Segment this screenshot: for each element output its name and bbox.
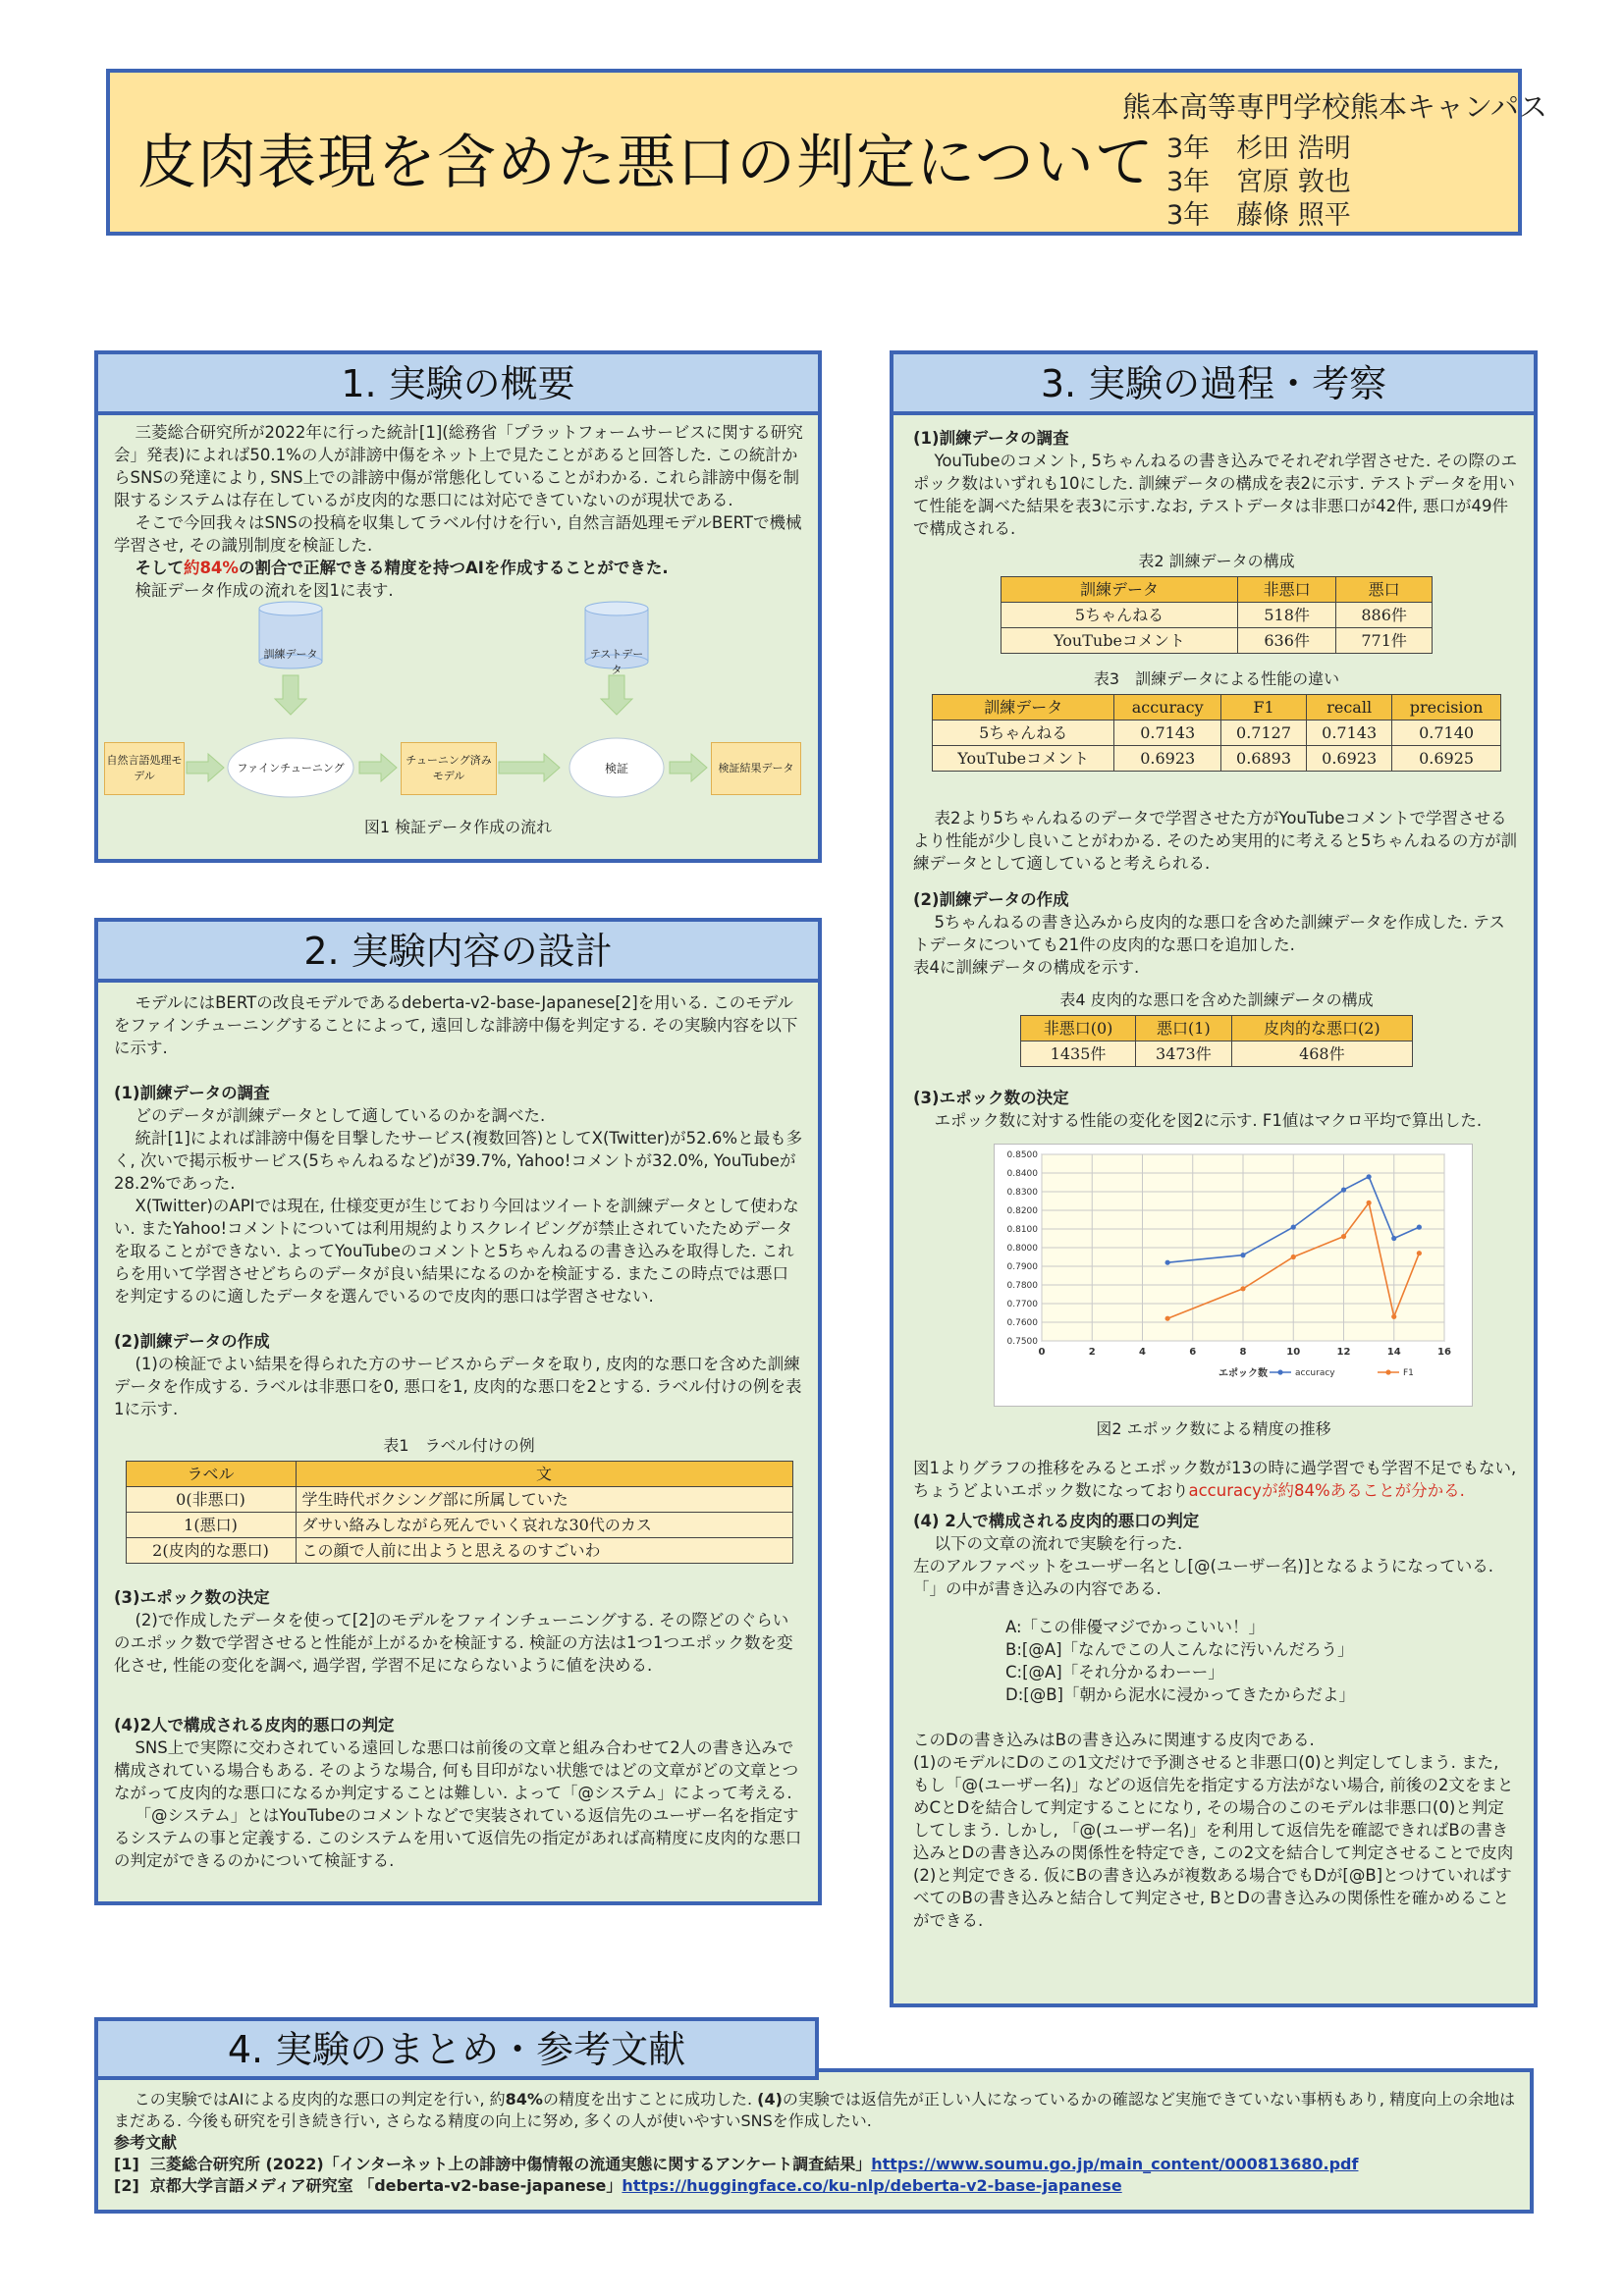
author-1: 3年 杉田 浩明 <box>1166 133 1351 164</box>
ref-2: [2] 京都大学言語メディア研究室 「deberta-v2-base-japanese」https://huggingface.co/ku-nlp/deberta-v2-base-japanese <box>114 2176 1122 2195</box>
dialog-line: D:[@B]「朝から泥水に浸かってきたからだよ」 <box>1005 1685 1355 1704</box>
data-point-accuracy <box>1291 1225 1296 1230</box>
table3-header: precision <box>1392 695 1501 721</box>
x-tick-label: 6 <box>1189 1347 1197 1358</box>
ref-title: 参考文献 <box>114 2133 178 2152</box>
data-point-F1 <box>1417 1251 1422 1255</box>
s2-1-p2: 統計[1]によれば誹謗中傷を目撃したサービス(複数回答)としてX(Twitter)が52.6%と最も多く, 次いで掲示板サービス(5ちゃんねるなど)が39.7%, Yahoo!コメントが32.0%, YouTubeが28.2%であった. <box>114 1129 803 1193</box>
x-tick-label: 12 <box>1336 1347 1351 1358</box>
section2-body <box>114 991 804 1872</box>
ref-1: [1] 三菱総合研究所 (2022)「インターネット上の誹謗中傷情報の流通実態に関するアンケート調査結果」https://www.soumu.go.jp/main_content/000813680.pdf <box>114 2155 1359 2173</box>
dialog-line: A:「この俳優マジでかっこいい！」 <box>1005 1618 1266 1636</box>
s3-1-title: (1)訓練データの調査 <box>913 429 1069 448</box>
section1-heading: 1. 実験の概要 <box>94 350 822 415</box>
table3 <box>932 694 1501 772</box>
down-arrow-1 <box>275 675 306 715</box>
x-tick-label: 10 <box>1286 1347 1301 1358</box>
table4 <box>1020 1015 1413 1067</box>
s2-3-title: (3)エポック数の決定 <box>114 1588 270 1607</box>
verify-label: 検証 <box>604 762 628 775</box>
table3-cell: 0.7140 <box>1392 721 1501 746</box>
section4-heading: 4. 実験のまとめ・参考文献 <box>94 2017 819 2080</box>
s2-1-title: (1)訓練データの調査 <box>114 1084 270 1102</box>
right-arrow-4 <box>670 754 707 781</box>
s2-1-p3: X(Twitter)のAPIでは現在, 仕様変更が生じており今回はツイートを訓練データとして使わない. またYahoo!コメントについては利用規約よりスクレイピングが禁止されていたためデータを取ることができない. よってYouTubeのコメントと5ちゃんねるの書き込みを取得した. これらを用いて学習させどちらのデータが良い結果になるのかを検証する. またこの時点では悪口を判定するのに適したデータを選んでいるので皮肉的悪口は学習させない. <box>114 1197 799 1306</box>
s2-4-p2: 「@システム」とはYouTubeのコメントなどで実装されている返信先のユーザー名を指定するシステムの事と定義する. このシステムを用いて返信先の指定があれば高精度に皮肉的な悪口の判定ができるのかについて検証する. <box>114 1806 802 1870</box>
table2 <box>1001 576 1433 654</box>
section2-heading: 2. 実験内容の設計 <box>94 918 822 983</box>
data-point-accuracy <box>1341 1188 1346 1193</box>
x-tick-label: 14 <box>1386 1347 1401 1358</box>
table3-header: F1 <box>1220 695 1306 721</box>
table2-header: 悪口 <box>1336 577 1433 603</box>
table3-header: 訓練データ <box>933 695 1114 721</box>
table4-cell: 468件 <box>1231 1041 1412 1067</box>
y-tick-label: 0.8000 <box>1006 1244 1038 1254</box>
right-arrow-1 <box>187 754 224 781</box>
s2-2-title: (2)訓練データの作成 <box>114 1332 270 1351</box>
x-tick-label: 0 <box>1038 1347 1046 1358</box>
y-tick-label: 0.7900 <box>1006 1262 1038 1272</box>
x-axis-label: エポック数 <box>1218 1368 1268 1379</box>
table2-header: 訓練データ <box>1001 577 1238 603</box>
section1-body <box>114 421 804 602</box>
table3-cell: YouTubeコメント <box>933 746 1114 772</box>
table3-caption: 表3 訓練データによる性能の違い <box>1093 669 1340 688</box>
y-tick-label: 0.8400 <box>1006 1169 1038 1179</box>
table1-cell: この顔で人前に出ようと思えるのすごいわ <box>296 1538 792 1564</box>
section4-body <box>114 2089 1518 2197</box>
section2-intro: モデルにはBERTの改良モデルであるdeberta-v2-base-Japanese[2]を用いる. このモデルをファインチューニングすることによって, 遠回しな誹謗中傷を判定する. その実験内容を以下に示す. <box>114 993 798 1057</box>
fig2-caption: 図2 エポック数による精度の推移 <box>1096 1419 1331 1438</box>
author-3: 3年 藤條 照平 <box>1166 200 1351 231</box>
table1-cell: 0(非悪口) <box>126 1487 296 1513</box>
table3-header: recall <box>1307 695 1392 721</box>
table2-cell: 771件 <box>1336 628 1433 654</box>
s3-4-title: (4) 2人で構成される皮肉的悪口の判定 <box>913 1512 1200 1530</box>
legend-marker-accuracy <box>1277 1369 1282 1374</box>
table1 <box>126 1461 793 1564</box>
s3-2-p1: 5ちゃんねるの書き込みから皮肉的な悪口を含めた訓練データを作成した. テストデータについても21件の皮肉的な悪口を追加した. <box>913 913 1505 954</box>
s2-3-p1: (2)で作成したデータを使って[2]のモデルをファインチューニングする. その際どのぐらいのエポック数で学習させると性能が上がるかを検証する. 検証の方法は1つ1つエポック数を変化させ, 性能の変化を調べ, 過学習, 学習不足にならないように値を決める. <box>114 1611 793 1675</box>
s3-2-title: (2)訓練データの作成 <box>913 890 1069 909</box>
legend-label-accuracy: accuracy <box>1295 1368 1335 1378</box>
right-arrow-3 <box>499 754 560 781</box>
data-point-accuracy <box>1391 1236 1396 1241</box>
s3-4-p3: このDの書き込みはBの書き込みに関連する皮肉である. <box>913 1731 1315 1749</box>
data-point-F1 <box>1391 1314 1396 1319</box>
x-tick-label: 16 <box>1437 1347 1451 1358</box>
table1-caption: 表1 ラベル付けの例 <box>383 1436 535 1455</box>
dialog-line: C:[@A]「それ分かるわーー」 <box>1005 1663 1224 1682</box>
s3-3-title: (3)エポック数の決定 <box>913 1089 1069 1107</box>
x-tick-label: 8 <box>1239 1347 1247 1358</box>
table4-header: 非悪口(0) <box>1021 1016 1136 1041</box>
s2-2-p1: (1)の検証でよい結果を得られた方のサービスからデータを取り, 皮肉的な悪口を含めた訓練データを作成する. ラベルは非悪口を0, 悪口を1, 皮肉的な悪口を2とする. ラベル付けの例を表1に示す. <box>114 1355 802 1418</box>
flow-diagram <box>102 601 815 807</box>
table3-header: accuracy <box>1114 695 1221 721</box>
table1-cell: 1(悪口) <box>126 1513 296 1538</box>
table3-cell: 0.6893 <box>1220 746 1306 772</box>
poster-title: 皮肉表現を含めた悪口の判定について <box>137 129 1155 197</box>
fig2-chart <box>994 1144 1473 1407</box>
y-tick-label: 0.7600 <box>1006 1318 1038 1328</box>
table1-cell: 学生時代ボクシング部に所属していた <box>296 1487 792 1513</box>
table3-cell: 0.7143 <box>1307 721 1392 746</box>
table4-header: 皮肉的な悪口(2) <box>1231 1016 1412 1041</box>
s3-4-p1: 以下の文章の流れで実験を行った. <box>934 1534 1183 1553</box>
table1-cell: ダサい絡みしながら死んでいく哀れな30代のカス <box>296 1513 792 1538</box>
data-point-F1 <box>1165 1316 1170 1321</box>
y-tick-label: 0.8200 <box>1006 1206 1038 1216</box>
s3-4-p2: 左のアルファベットをユーザー名とし[@(ユーザー名)]となるようになっている. 「」の中が書き込みの内容である. <box>913 1557 1494 1598</box>
section3-body-2 <box>913 1457 1520 1932</box>
y-tick-label: 0.7500 <box>1006 1337 1038 1347</box>
table3-cell: 5ちゃんねる <box>933 721 1114 746</box>
table3-cell: 0.6925 <box>1392 746 1501 772</box>
table2-cell: 5ちゃんねる <box>1001 603 1238 628</box>
s3-3-p1: エポック数に対する性能の変化を図2に示す. F1値はマクロ平均で算出した. <box>934 1111 1483 1130</box>
y-tick-label: 0.8300 <box>1006 1188 1038 1198</box>
section1-p3: そして約84%の割合で正解できる精度を持つAIを作成することができた. <box>135 559 669 577</box>
s2-4-p1: SNS上で実際に交わされている遠回しな悪口は前後の文章と組み合わせて2人の書き込みで構成されている場合もある. そのような場合, 何も目印がない状態ではどの文章がどの文章とつながって皮肉的な悪口になるか判定することは難しい. よって「@システム」によって考える. <box>114 1738 799 1802</box>
s3-2-p2: 表4に訓練データの構成を示す. <box>913 958 1140 977</box>
author-2: 3年 宮原 敦也 <box>1166 167 1351 197</box>
section3-heading: 3. 実験の過程・考察 <box>890 350 1538 415</box>
fig1-caption: 図1 検証データ作成の流れ <box>363 818 553 836</box>
right-arrow-2 <box>359 754 397 781</box>
section3-body <box>913 427 1520 1132</box>
result-box: 検証結果データ <box>711 742 801 795</box>
x-tick-label: 2 <box>1088 1347 1096 1358</box>
table2-cell: YouTubeコメント <box>1001 628 1238 654</box>
table2-cell: 636件 <box>1238 628 1336 654</box>
s3-4-p4: (1)のモデルにDのこの1文だけで予測させると非悪口(0)と判定してしまう. また, もし「@(ユーザー名)」などの返信先を指定する方法がない場合, 前後の2文をまとめCとDを結合して判定することになり, その場合のこのモデルは非悪口(0)と判定してしまう. しかし, 「@(ユーザー名)」を利用して返信先を確認できればBの書き込みとDの書き込みの関係性を特定でき, この2文を結合して判定させることで皮肉(2)と判定できる. 仮にBの書き込みが複数ある場合でもDが[@B]とつけていればすべてのBの書き込みと結合して判定させ, BとDの書き込みの関係性を確かめることができる. <box>913 1753 1514 1930</box>
s2-1-p1: どのデータが訓練データとして適しているのかを調べた. <box>135 1106 546 1125</box>
data-point-F1 <box>1341 1234 1346 1239</box>
s3-1-p2: 表2より5ちゃんねるのデータで学習させた方がYouTubeコメントで学習させるより性能が少し良いことがわかる. そのため実用的に考えると5ちゃんねるの方が訓練データとして適していると考えられる. <box>913 809 1517 873</box>
s2-4-title: (4)2人で構成される皮肉的悪口の判定 <box>114 1716 395 1735</box>
table4-caption: 表4 皮肉的な悪口を含めた訓練データの構成 <box>1059 990 1374 1009</box>
summary-text: この実験ではAIによる皮肉的な悪口の判定を行い, 約84%の精度を出すことに成功した. (4)の実験では返信先が正しい人になっているかの確認など実施できていない事柄もあり, 精度向上の余地はまだある. 今後も研究を引き続き行い, さらなる精度の向上に努め, 多くの人が使いやすいSNSを作成したい. <box>114 2090 1516 2130</box>
test-db-label: テストデータ <box>589 648 644 676</box>
table4-cell: 3473件 <box>1136 1041 1232 1067</box>
down-arrow-2 <box>601 675 632 715</box>
ref1-link[interactable]: https://www.soumu.go.jp/main_content/000813680.pdf <box>871 2155 1359 2173</box>
fig2-svg <box>995 1145 1474 1408</box>
x-tick-label: 4 <box>1139 1347 1146 1358</box>
s3-3-p2: 図1よりグラフの推移をみるとエポック数が13の時に過学習でも学習不足でもない, ちょうどよいエポック数になっておりaccuracyが約84%あることが分かる. <box>913 1459 1517 1500</box>
table3-cell: 0.6923 <box>1307 746 1392 772</box>
s3-1-p1: YouTubeのコメント, 5ちゃんねるの書き込みでそれぞれ学習させた. その際のエポック数はいずれも10にした. 訓練データの構成を表2に示す. テストデータを用いて性能を調べた結果を表3に示す.なお, テストデータは非悪口が42件, 悪口が49件で構成される. <box>913 452 1518 538</box>
section1-p4: 検証データ作成の流れを図1に表す. <box>135 581 394 600</box>
table2-header: 非悪口 <box>1238 577 1336 603</box>
table4-header: 悪口(1) <box>1136 1016 1232 1041</box>
legend-marker-F1 <box>1385 1369 1390 1374</box>
data-point-accuracy <box>1240 1253 1245 1257</box>
data-point-F1 <box>1291 1255 1296 1259</box>
model-box: 自然言語処理モデル <box>104 742 185 795</box>
table4-cell: 1435件 <box>1021 1041 1136 1067</box>
y-tick-label: 0.7800 <box>1006 1281 1038 1291</box>
school-name: 熊本高等専門学校熊本キャンパス <box>1122 90 1547 124</box>
y-tick-label: 0.7700 <box>1006 1300 1038 1309</box>
legend-label-F1: F1 <box>1403 1368 1414 1378</box>
dialog-list <box>1005 1616 1520 1706</box>
ref2-link[interactable]: https://huggingface.co/ku-nlp/deberta-v2-base-japanese <box>622 2176 1122 2195</box>
table2-cell: 518件 <box>1238 603 1336 628</box>
section1-p1: 三菱総合研究所が2022年に行った統計[1](総務省「プラットフォームサービスに関する研究会」発表)によれば50.1%の人が誹謗中傷をネット上で見たことがあると回答した. この統計からSNSの発達により, SNS上での誹謗中傷が常態化していることがわかる. これら誹謗中傷を制限するシステムは存在しているが皮肉的な悪口には対応できていないのが現状である. <box>114 423 803 509</box>
finetune-label: ファインチューニング <box>237 762 345 774</box>
data-point-F1 <box>1240 1286 1245 1291</box>
table1-header: 文 <box>296 1462 792 1487</box>
table3-cell: 0.6923 <box>1114 746 1221 772</box>
table3-cell: 0.7143 <box>1114 721 1221 746</box>
data-point-accuracy <box>1165 1260 1170 1265</box>
dialog-line: B:[@A]「なんでこの人こんなに汚いんだろう」 <box>1005 1640 1354 1659</box>
section1-p2: そこで今回我々はSNSの投稿を収集してラベル付けを行い, 自然言語処理モデルBERTで機械学習させ, その識別制度を検証した. <box>114 513 802 555</box>
table1-cell: 2(皮肉的な悪口) <box>126 1538 296 1564</box>
y-tick-label: 0.8100 <box>1006 1225 1038 1235</box>
data-point-accuracy <box>1367 1174 1372 1179</box>
data-point-accuracy <box>1417 1225 1422 1230</box>
table3-cell: 0.7127 <box>1220 721 1306 746</box>
train-db-label: 訓練データ <box>263 648 318 661</box>
y-tick-label: 0.8500 <box>1006 1150 1038 1160</box>
tuned-model-box: チューニング済みモデル <box>401 742 497 795</box>
table2-cell: 886件 <box>1336 603 1433 628</box>
data-point-F1 <box>1367 1201 1372 1205</box>
table1-header: ラベル <box>126 1462 296 1487</box>
table2-caption: 表2 訓練データの構成 <box>1138 552 1295 570</box>
